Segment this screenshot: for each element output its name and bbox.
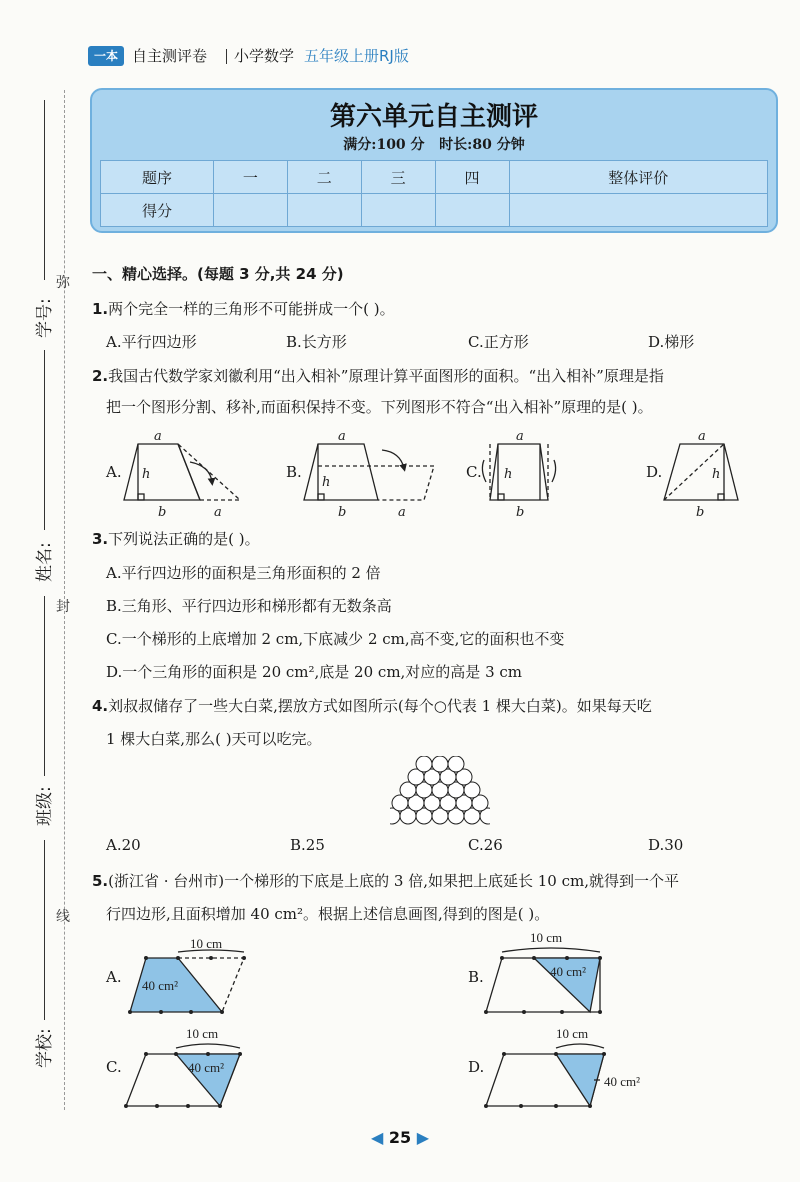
class-label: 班级: <box>35 786 55 826</box>
question-1 <box>92 299 395 319</box>
page-number-value: 25 <box>388 1128 412 1147</box>
section-heading: 一、精心选择。(每题 3 分,共 24 分) <box>92 265 344 283</box>
fig-label-h: h <box>504 467 513 482</box>
binding-mark-feng: 封 <box>56 599 70 615</box>
q4-option-a[interactable]: A.20 <box>106 836 141 854</box>
school-label: 学校: <box>35 1028 55 1068</box>
next-page-icon[interactable]: ▶ <box>416 1128 430 1147</box>
score-cell: 得分 <box>101 194 214 227</box>
fig-label-h: h <box>142 467 151 482</box>
q3-option-d[interactable]: D.一个三角形的面积是 20 cm²,底是 20 cm,对应的高是 3 cm <box>106 663 523 681</box>
fig-label-a: a <box>398 505 406 520</box>
question-text: 我国古代数学家刘徽利用“出入相补”原理计算平面图形的面积。“出入相补”原理是指 <box>108 367 664 385</box>
q5-b-area-label: 40 cm² <box>550 964 587 979</box>
question-4-line2: 1 棵大白菜,那么( )天可以吃完。 <box>106 730 322 748</box>
fig-label-h: h <box>712 467 721 482</box>
question-text: (浙江省 · 台州市)一个梯形的下底是上底的 3 倍,如果把上底延长 10 cm,就得到一个平 <box>108 872 680 890</box>
fig-label-a: a <box>338 429 346 444</box>
question-4 <box>92 696 652 716</box>
q1-option-a[interactable]: A.平行四边形 <box>106 333 197 351</box>
fig-label-b: b <box>338 505 347 520</box>
q5-d-area-label: 40 cm² <box>604 1074 641 1089</box>
cabbage-circle <box>432 756 448 772</box>
fig-label-a: a <box>214 505 222 520</box>
prev-page-icon[interactable]: ◀ <box>370 1128 384 1147</box>
fig-label-a: a <box>516 429 524 444</box>
subject-name: 小学数学 <box>234 47 295 65</box>
question-2 <box>92 366 664 386</box>
score-cell: 整体评价 <box>509 161 768 194</box>
question-5-line2: 行四边形,且面积增加 40 cm²。根据上述信息画图,得到的图是( )。 <box>106 905 550 923</box>
score-table-score-row <box>101 194 768 227</box>
q4-option-b[interactable]: B.25 <box>290 836 325 854</box>
score-cell: 题序 <box>101 161 214 194</box>
exam-meta: 满分:100 分 时长:80 分钟 <box>343 137 525 153</box>
question-text: 两个完全一样的三角形不可能拼成一个( )。 <box>108 300 395 318</box>
fig-label-a: a <box>154 429 162 444</box>
q3-option-a[interactable]: A.平行四边形的面积是三角形面积的 2 倍 <box>106 564 381 582</box>
score-cell: 一 <box>214 161 288 194</box>
score-input-3[interactable] <box>361 194 435 227</box>
q5-fig-a-label[interactable]: A. <box>106 968 122 986</box>
q5-fig-d-label[interactable]: D. <box>468 1058 485 1076</box>
question-2-line2: 把一个图形分割、移补,而面积保持不变。下列图形不符合“出入相补”原理的是( )。 <box>106 398 653 416</box>
question-number: 3. <box>92 530 109 548</box>
header-divider <box>226 49 227 64</box>
score-cell: 四 <box>435 161 509 194</box>
fig-label-a: a <box>698 429 706 444</box>
brand-badge: 一本 <box>88 46 124 66</box>
q1-option-c[interactable]: C.正方形 <box>468 333 529 351</box>
score-table-header-row <box>101 161 768 194</box>
cabbage-circle <box>448 756 464 772</box>
q5-figures <box>0 930 800 1110</box>
q4-option-d[interactable]: D.30 <box>648 836 684 854</box>
q5-fig-b-label[interactable]: B. <box>468 968 484 986</box>
score-cell: 三 <box>361 161 435 194</box>
name-label: 姓名: <box>35 542 55 582</box>
score-input-4[interactable] <box>435 194 509 227</box>
binding-mark-xian: 线 <box>56 909 70 925</box>
q2-figure-d <box>664 444 738 500</box>
q2-figure-b <box>304 444 434 500</box>
q3-option-c[interactable]: C.一个梯形的上底增加 2 cm,下底减少 2 cm,高不变,它的面积也不变 <box>106 630 565 648</box>
fig-label-h: h <box>322 475 331 490</box>
q2-fig-a-label[interactable]: A. <box>106 463 122 481</box>
q5-c-len-label: 10 cm <box>186 1026 219 1041</box>
q5-figure-c <box>126 1044 240 1106</box>
q5-a-len-label: 10 cm <box>190 936 223 951</box>
title-panel <box>90 88 778 233</box>
score-cell: 二 <box>287 161 361 194</box>
q2-figure-c <box>482 444 555 500</box>
q4-option-c[interactable]: C.26 <box>468 836 503 854</box>
q5-d-len-label: 10 cm <box>556 1026 589 1041</box>
page-title: 第六单元自主测评 <box>329 102 538 132</box>
grade-name: 五年级上册RJ版 <box>304 47 409 65</box>
fig-label-b: b <box>696 505 705 520</box>
student-id-line[interactable] <box>44 100 45 280</box>
series-name: 自主测评卷 <box>132 47 208 65</box>
q2-figures <box>0 420 800 520</box>
score-input-1[interactable] <box>214 194 288 227</box>
q2-fig-b-label[interactable]: B. <box>286 463 302 481</box>
question-number: 5. <box>92 872 109 890</box>
question-text: 下列说法正确的是( )。 <box>108 530 260 548</box>
q5-c-area-label: 40 cm² <box>188 1060 225 1075</box>
score-input-2[interactable] <box>287 194 361 227</box>
q3-option-b[interactable]: B.三角形、平行四边形和梯形都有无数条高 <box>106 597 392 615</box>
q5-a-area-label: 40 cm² <box>142 978 179 993</box>
q2-fig-d-label[interactable]: D. <box>646 463 663 481</box>
question-number: 4. <box>92 697 109 715</box>
score-input-overall[interactable] <box>509 194 768 227</box>
q5-b-len-label: 10 cm <box>530 930 563 945</box>
q2-fig-c-label[interactable]: C. <box>466 463 482 481</box>
question-number: 1. <box>92 300 109 318</box>
score-table <box>100 160 768 227</box>
student-id-label: 学号: <box>35 298 55 338</box>
fig-label-b: b <box>158 505 167 520</box>
cabbage-pile-figure <box>390 756 490 826</box>
question-3 <box>92 529 260 549</box>
page-number <box>0 1128 800 1147</box>
question-5 <box>92 871 679 891</box>
question-number: 2. <box>92 367 109 385</box>
fig-label-b: b <box>516 505 525 520</box>
class-line[interactable] <box>44 596 45 776</box>
q1-option-b[interactable]: B.长方形 <box>286 333 347 351</box>
q5-fig-c-label[interactable]: C. <box>106 1058 122 1076</box>
q1-option-d[interactable]: D.梯形 <box>648 333 695 351</box>
binding-mark-mi: 弥 <box>56 275 70 291</box>
cabbage-circle <box>416 756 432 772</box>
question-text: 刘叔叔储存了一些大白菜,摆放方式如图所示(每个○代表 1 棵大白菜)。如果每天吃 <box>108 697 652 715</box>
